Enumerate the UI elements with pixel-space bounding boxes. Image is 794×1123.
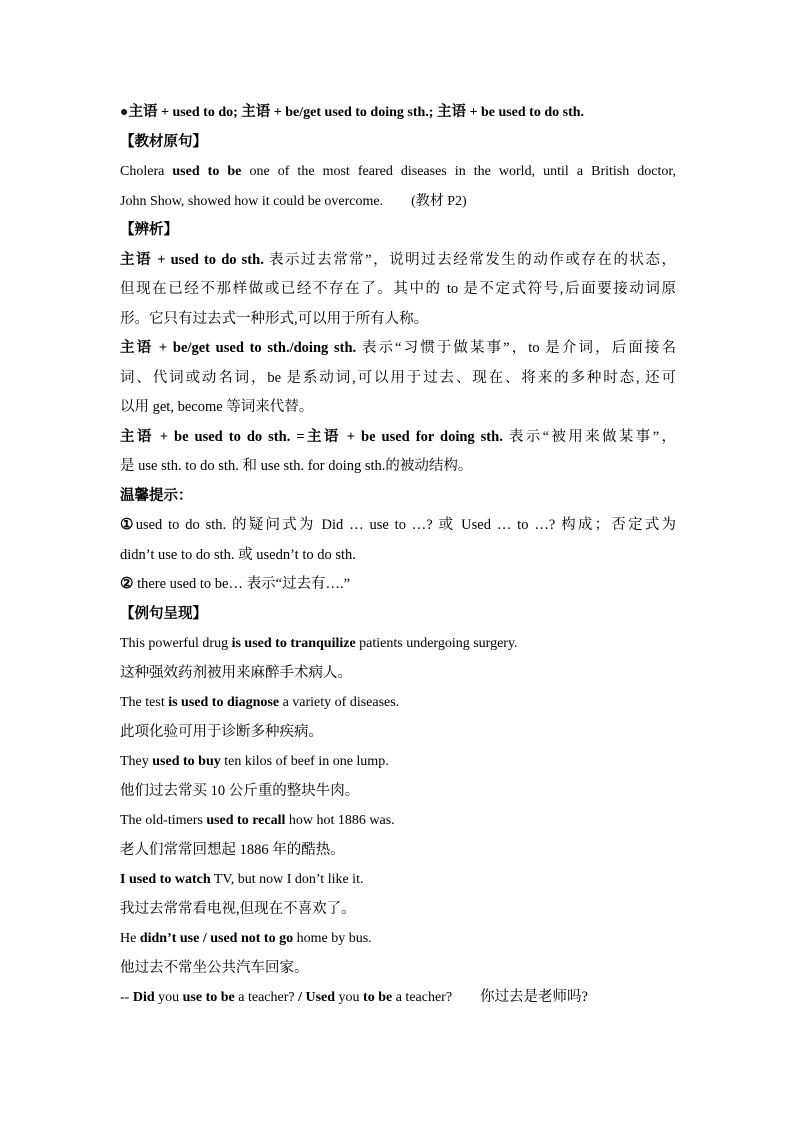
example-6-english: He didn’t use / used not to go home by bus.: [120, 931, 372, 946]
analysis-p2-line-1: 主语 + be/get used to sth./doing sth. 表示“习惯于做某事”，to 是介词，后面接名: [120, 340, 676, 356]
example-4-english: The old-timers used to recall how hot 1886 was.: [120, 813, 395, 828]
analysis-p2-line-2: 词、代词或动名词，be 是系动词,可以用于过去、现在、将来的多种时态, 还可: [120, 369, 676, 386]
example-7-dialogue: -- Did you use to be a teacher? / Used you to be a teacher? 你过去是老师吗?: [120, 989, 588, 1005]
analysis-p3-line-2: 是 use sth. to do sth. 和 use sth. for doing sth.的被动结构。: [120, 458, 473, 474]
circled-two-icon: ②: [120, 576, 134, 592]
analysis-p1-line-2: 但现在已经不那样做或已经不存在了。其中的 to 是不定式符号,后面要接动词原: [120, 281, 676, 297]
example-4-chinese: 老人们常常回想起 1886 年的酷热。: [120, 841, 345, 858]
document-page: [120, 98, 676, 1013]
bullet-icon: ●: [120, 105, 129, 120]
analysis-p1-line-1: 主语 + used to do sth. 表示过去常常”，说明过去经常发生的动作或存在的状态，: [120, 251, 676, 268]
tip-2-line-1: ② there used to be… 表示“过去有….”: [120, 576, 351, 592]
analysis-p3-line-1: 主语 + be used to do sth. =主语 + be used for doing sth. 表示“被用来做某事”，: [120, 428, 676, 445]
example-2-english: The test is used to diagnose a variety of diseases.: [120, 695, 400, 710]
example-1-chinese: 这种强效药剂被用来麻醉手术病人。: [120, 664, 352, 681]
tip-1-line-2: didn’t use to do sth. 或 usedn’t to do sth.: [120, 546, 356, 563]
textbook-label: 【教材原句】: [120, 133, 207, 150]
example-6-chinese: 他过去不常坐公共汽车回家。: [120, 959, 309, 976]
tip-1-line-1: ①used to do sth. 的疑问式为 Did … use to …? 或 Used … to …? 构成；否定式为: [120, 517, 676, 533]
example-3-chinese: 他们过去常买 10 公斤重的整块牛肉。: [120, 782, 360, 799]
example-3-english: They used to buy ten kilos of beef in one lump.: [120, 754, 389, 769]
example-5-chinese: 我过去常常看电视,但现在不喜欢了。: [120, 900, 356, 917]
textbook-reference: (教材 P2): [411, 193, 467, 209]
examples-label: 【例句呈现】: [120, 605, 207, 622]
circled-one-icon: ①: [120, 517, 136, 533]
textbook-sentence-line-1: Cholera used to be one of the most feared diseases in the world, until a British doctor,: [120, 164, 676, 179]
analysis-p2-line-3: 以用 get, become 等词来代替。: [120, 399, 314, 415]
textbook-sentence-line-2: John Show, showed how it could be overcome. (教材 P2): [120, 193, 467, 209]
example-2-chinese: 此项化验可用于诊断多种疾病。: [120, 723, 323, 740]
analysis-label: 【辨析】: [120, 222, 178, 238]
analysis-p1-line-3: 形。它只有过去式一种形式,可以用于所有人称。: [120, 310, 429, 327]
tips-label: 温馨提示：: [120, 487, 193, 504]
section-heading: ●主语 + used to do; 主语 + be/get used to doing sth.; 主语 + be used to do sth.: [120, 104, 585, 120]
example-5-english: I used to watch TV, but now I don’t like it.: [120, 872, 364, 887]
example-1-english: This powerful drug is used to tranquilize patients undergoing surgery.: [120, 636, 518, 651]
